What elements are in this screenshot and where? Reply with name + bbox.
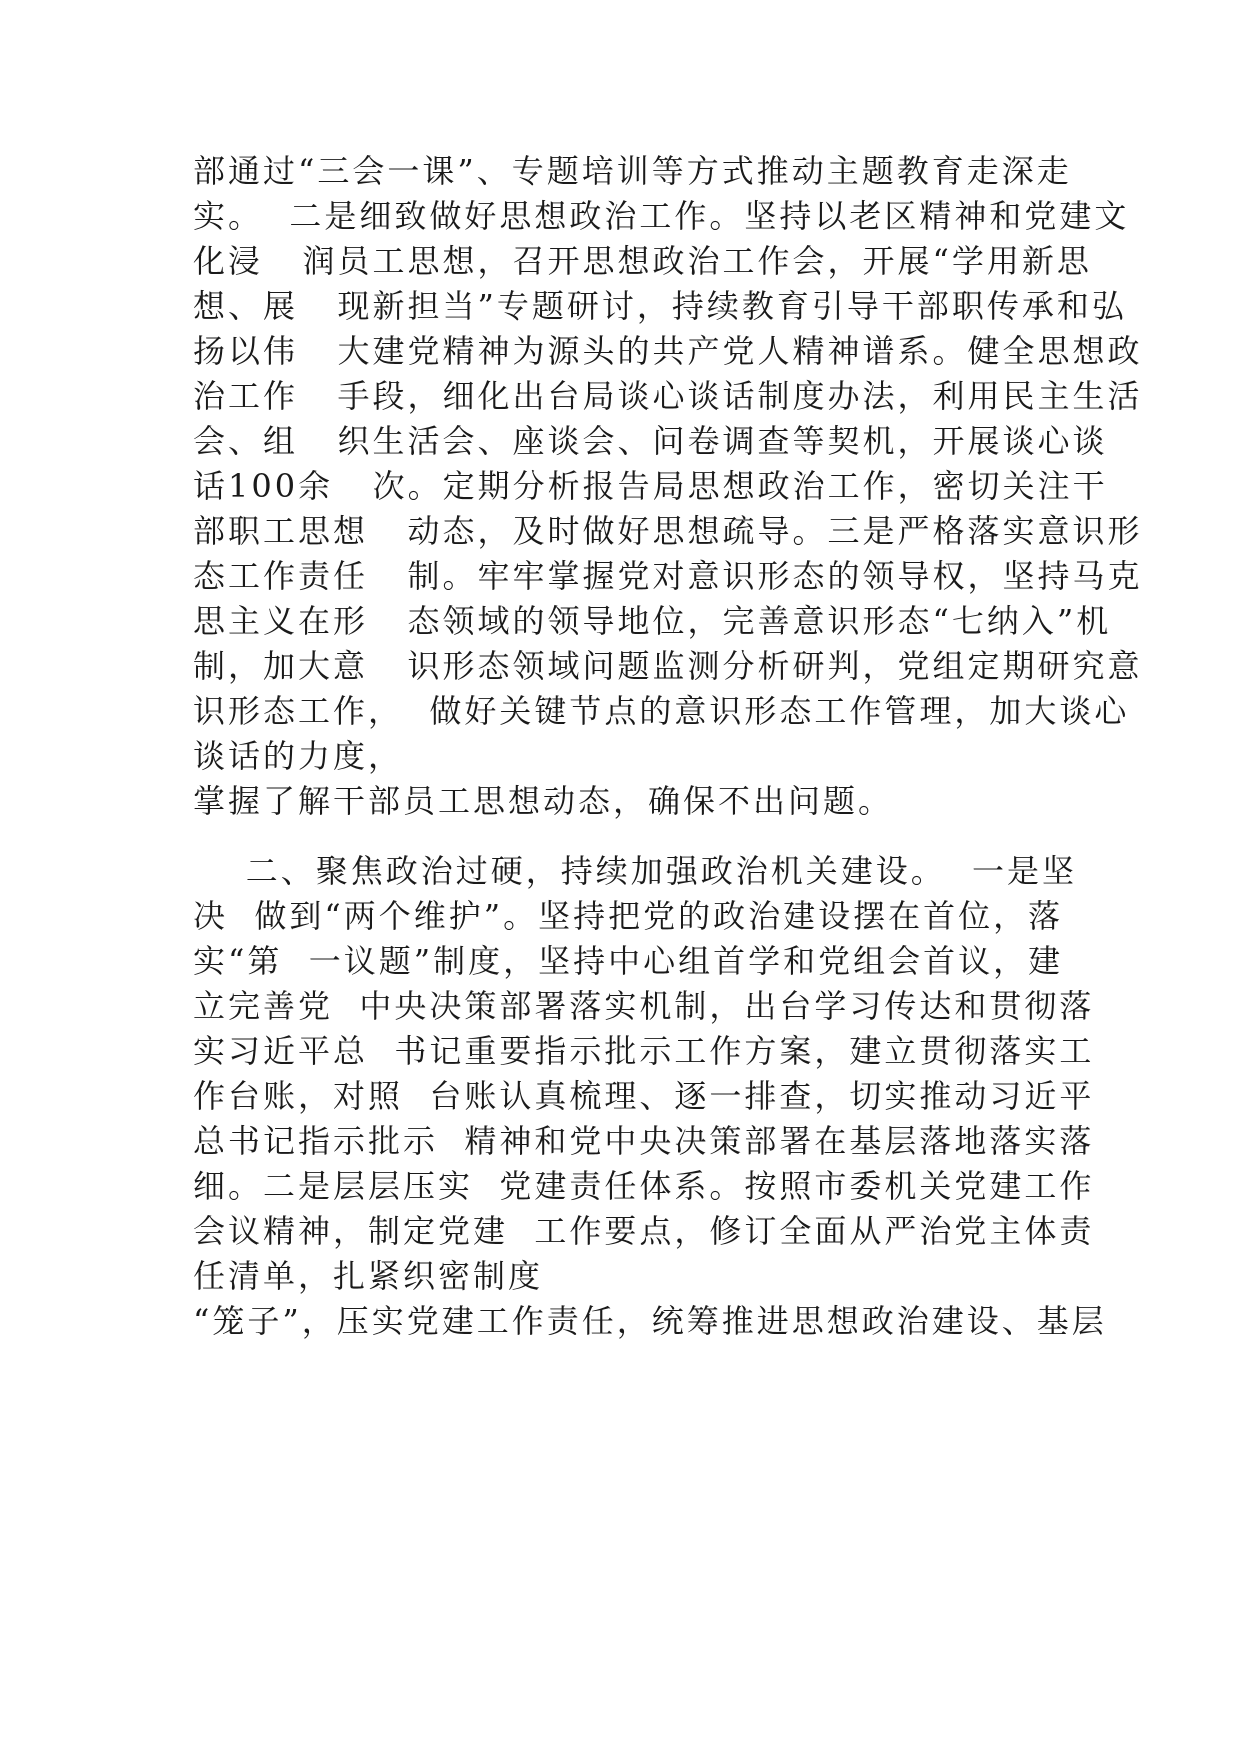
text-line: 治工作 手段，细化出台局谈心谈话制度办法，利用民主生活 bbox=[193, 377, 1143, 415]
text-line: 掌握了解干部员工思想动态，确保不出问题。 bbox=[193, 782, 894, 820]
text-line: 会议精神，制定党建 工作要点，修订全面从严治党主体责 bbox=[193, 1212, 1095, 1250]
text-line: 识形态工作， 做好关键节点的意识形态工作管理，加大谈心 bbox=[193, 692, 1130, 730]
text-line: 总书记指示批示 精神和党中央决策部署在基层落地落实落 bbox=[193, 1122, 1095, 1160]
text-line: 话100余 次。定期分析报告局思想政治工作，密切关注干 bbox=[193, 467, 1108, 505]
text-line: 实。 二是细致做好思想政治工作。坚持以老区精神和党建文 bbox=[193, 197, 1130, 235]
text-line: 想、展 现新担当”专题研讨，持续教育引导干部职传承和弘 bbox=[193, 287, 1127, 325]
text-line: 部职工思想 动态，及时做好思想疏导。三是严格落实意识形 bbox=[193, 512, 1143, 550]
text-line: 会、组 织生活会、座谈会、问卷调查等契机，开展谈心谈 bbox=[193, 422, 1108, 460]
section-heading-line: 二、聚焦政治过硬，持续加强政治机关建设。 一是坚 bbox=[193, 852, 1078, 890]
text-line: 作台账，对照 台账认真梳理、逐一排查，切实推动习近平 bbox=[193, 1077, 1095, 1115]
text-line: 部通过“三会一课”、专题培训等方式推动主题教育走深走 bbox=[193, 152, 1072, 190]
text-line: 化浸 润员工思想，召开思想政治工作会，开展“学用新思 bbox=[193, 242, 1092, 280]
text-line: 制，加大意 识形态领域问题监测分析研判，党组定期研究意 bbox=[193, 647, 1143, 685]
text-line: 思主义在形 态领域的领导地位，完善意识形态“七纳入”机 bbox=[193, 602, 1112, 640]
text-line: “笼子”，压实党建工作责任，统筹推进思想政治建设、基层 bbox=[193, 1302, 1107, 1340]
text-line: 实习近平总 书记重要指示批示工作方案，建立贯彻落实工 bbox=[193, 1032, 1095, 1070]
text-line: 态工作责任 制。牢牢掌握党对意识形态的领导权，坚持马克 bbox=[193, 557, 1143, 595]
text-line: 实“第 一议题”制度，坚持中心组首学和党组会首议，建 bbox=[193, 942, 1064, 980]
text-line: 扬以伟 大建党精神为源头的共产党人精神谱系。健全思想政 bbox=[193, 332, 1143, 370]
text-line: 立完善党 中央决策部署落实机制，出台学习传达和贯彻落 bbox=[193, 987, 1095, 1025]
text-line: 决 做到“两个维护”。坚持把党的政治建设摆在首位，落 bbox=[193, 897, 1064, 935]
text-line: 细。二是层层压实 党建责任体系。按照市委机关党建工作 bbox=[193, 1167, 1095, 1205]
text-line: 任清单，扎紧织密制度 bbox=[193, 1257, 544, 1295]
text-line: 谈话的力度， bbox=[193, 737, 404, 775]
